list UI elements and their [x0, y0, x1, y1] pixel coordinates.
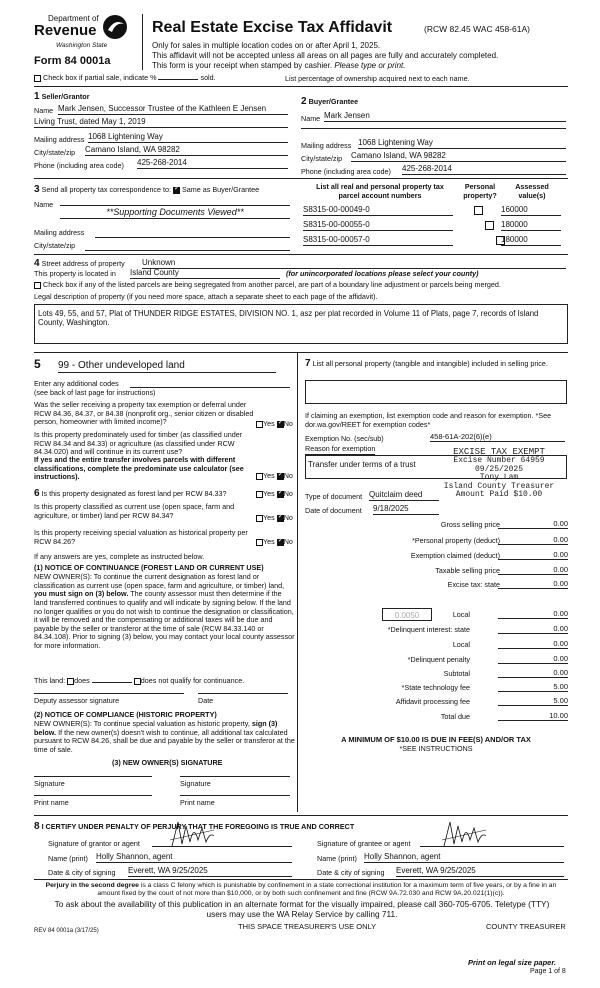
assessed-value-2[interactable]: 180000	[501, 220, 561, 231]
stamp-line-4: Tony Lam	[479, 473, 519, 483]
exemption-number-label: Exemption No. (sec/sub)	[305, 434, 384, 443]
correspondence-name-label: Name	[34, 200, 54, 209]
assessed-heading: Assessed value(s)	[515, 182, 549, 200]
street-row: 4 Street address of property	[34, 258, 125, 269]
stamp-line-1: EXCISE TAX EXEMPT	[453, 447, 545, 457]
forest-yes-checkbox[interactable]	[256, 491, 263, 498]
buyer-city-field[interactable]: Camano Island, WA 98282	[351, 151, 566, 162]
legal-description-text: Lots 49, 55, and 57, Plat of THUNDER RIDGE ESTATES, DIVISION NO. 1, asz per plat recorded in Volume 11 of Plats, page 7, records of Island County, Washington.	[38, 309, 539, 328]
subtotal-label: Subtotal	[443, 669, 470, 678]
partial-sale-label: Check box if partial sale, indicate %	[43, 73, 157, 82]
form-revision: REV 84 0001a (3/17/25)	[34, 928, 99, 934]
grantee-date-label: Date & city of signing	[317, 868, 385, 877]
seller-city-field[interactable]: Camano Island, WA 98282	[85, 145, 288, 156]
this-land-row: This land: does does not qualify for continuance.	[34, 676, 245, 685]
seller-name-line-1[interactable]: Mark Jensen, Successor Trustee of the Kathleen E Jensen	[58, 104, 288, 115]
header-line-2: This affidavit will not be accepted unless all areas on all pages are fully and accurately completed.	[152, 51, 499, 60]
delinquent-penalty-label: *Delinquent penalty	[407, 655, 470, 664]
treasurer-use-label: THIS SPACE TREASURER'S USE ONLY	[238, 922, 377, 931]
personal-property-label: 7 List all personal property (tangible and intangible) included in selling price.	[305, 358, 548, 369]
owner-print-name-label-2: Print name	[180, 798, 215, 807]
owner-print-name-label-1: Print name	[34, 798, 69, 807]
receipt-note: This form is your receipt when stamped by cashier.	[152, 61, 333, 70]
grantor-signature-image	[168, 818, 218, 852]
exemption-yes-checkbox[interactable]	[256, 421, 263, 428]
local-rate-field[interactable]: 0.0050	[382, 608, 432, 621]
buyer-mail-field[interactable]: 1068 Lightening Way	[358, 138, 566, 149]
buyer-heading: 2 Buyer/Grantee	[301, 96, 359, 107]
grantor-name-field[interactable]: Holly Shannon, agent	[96, 852, 292, 863]
header-line-1: Only for sales in multiple location codes on or after April 1, 2025.	[152, 41, 381, 50]
partial-sale-checkbox[interactable]	[34, 75, 41, 82]
grantee-date-field[interactable]: Everett, WA 9/25/2025	[396, 866, 564, 877]
forest-no-checkbox[interactable]	[277, 491, 284, 498]
owner-signature-label-2: Signature	[180, 779, 211, 788]
excise-exempt-stamp	[436, 448, 562, 499]
seller-phone-field[interactable]: 425-268-2014	[137, 158, 288, 169]
forest-yes-no: Yes ✓ No	[256, 490, 293, 499]
document-type-field[interactable]: Quitclaim deed	[369, 490, 439, 501]
delinquent-interest-state-value[interactable]: 0.00	[498, 624, 568, 634]
historic-question: Is this property receiving special valuation as historical property per RCW 84.26?	[34, 528, 248, 546]
segregated-checkbox[interactable]	[34, 282, 41, 289]
new-owner-signature-heading: (3) NEW OWNER(S) SIGNATURE	[112, 758, 223, 767]
excise-local-value[interactable]: 0.00	[498, 609, 568, 619]
personal-checkbox-2[interactable]	[485, 221, 494, 230]
street-field[interactable]: Unknown	[142, 258, 566, 269]
ownership-note: List percentage of ownership acquired next to each name.	[285, 74, 470, 83]
delinquent-interest-local-label: Local	[452, 640, 470, 649]
does-not-checkbox[interactable]	[134, 678, 141, 685]
parcel-heading: List all real and personal property tax parcel account numbers	[316, 182, 444, 200]
buyer-phone-field[interactable]: 425-268-2014	[402, 164, 566, 175]
county-treasurer-label: COUNTY TREASURER	[486, 922, 566, 931]
owner-signature-label-1: Signature	[34, 779, 65, 788]
forest-question: 6 Is this property designated as forest land per RCW 84.33?	[34, 488, 227, 499]
minimum-due-note: A MINIMUM OF $10.00 IS DUE IN FEE(S) AND/OR TAX	[341, 735, 531, 744]
correspondence-row: 3 Send all property tax correspondence to: ✓ Same as Buyer/Grantee	[34, 184, 259, 196]
parcel-number-2[interactable]: S8315-00-00055-0	[303, 220, 453, 231]
delinquent-interest-local-value[interactable]: 0.00	[498, 639, 568, 649]
section6-instructions: If any answers are yes, complete as instructed below.	[34, 552, 205, 561]
document-date-label: Date of document	[305, 506, 362, 515]
grantee-signature-label: Signature of grantee or agent	[317, 839, 411, 848]
parcel-number-3[interactable]: S8315-00-00057-0	[303, 235, 453, 246]
exemption-yes-no: Yes ✓ No	[256, 420, 293, 429]
grantee-name-field[interactable]: Holly Shannon, agent	[364, 852, 564, 863]
timber-yes-no: Yes ✓ No	[256, 472, 293, 481]
seller-mail-label: Mailing address	[34, 135, 85, 144]
seller-phone-label: Phone (including area code)	[34, 161, 124, 170]
historic-yes-no: Yes ✓ No	[256, 538, 293, 547]
gross-price-value[interactable]: 0.00	[498, 519, 568, 529]
stamp-line-2: Excise Number 64959	[453, 456, 545, 466]
partial-sale-sold: sold.	[200, 73, 216, 82]
county-select[interactable]: Island County	[130, 268, 280, 279]
buyer-city-label: City/state/zip	[301, 154, 343, 163]
additional-codes-note: (see back of last page for instructions)	[34, 388, 156, 397]
timber-yes-checkbox[interactable]	[256, 473, 263, 480]
notice-compliance-text: NEW OWNER(S): To continue special valuation as historic property, sign (3) below. If the new owner(s) doesn't wish to continue, all additional tax calculated pursuant to RCW 84.26, shall be due and payable by the seller or transferor at the time of sale.	[34, 719, 295, 754]
excise-state-value[interactable]: 0.00	[498, 579, 568, 589]
technology-fee-label: *State technology fee	[401, 683, 470, 692]
buyer-name-field[interactable]: Mark Jensen	[324, 111, 566, 122]
legal-description-field[interactable]	[34, 304, 568, 344]
grantor-date-label: Date & city of signing	[48, 868, 116, 877]
additional-codes-label: Enter any additional codes	[34, 379, 119, 388]
buyer-phone-label: Phone (including area code)	[301, 167, 391, 176]
notice-continuance-text: NEW OWNER(S): To continue the current designation as forest land or classification as current use (open space, farm and agriculture, or timber) land, you must sign on (3) below. The county assessor must then determine if the land transferred continues to qualify and will indicate by signing below. If the land no longer qualifies or you do not wish to continue the designation or classification, it will be removed and the compensating or additional taxes will be due and payable by the seller or transferor at the time of sale (RCW 84.33.140 or 84.34.108). Prior to signing (3) below, you may contact your local county assessor for more information.	[34, 572, 295, 651]
document-type-label: Type of document	[305, 492, 363, 501]
seller-city-label: City/state/zip	[34, 148, 76, 157]
timber-no-checkbox[interactable]	[277, 473, 284, 480]
seller-name-label: Name	[34, 106, 54, 115]
section5-number: 5	[34, 357, 41, 371]
total-due-label: Total due	[440, 712, 470, 721]
legal-label: Legal description of property (if you need more space, attach a separate sheet to each page of the affidavit).	[34, 292, 378, 301]
total-due-value[interactable]: 10.00	[498, 711, 568, 721]
processing-fee-label: Affidavit processing fee	[395, 697, 470, 706]
certify-row: 8 I CERTIFY UNDER PENALTY OF PERJURY THAT THE FOREGOING IS TRUE AND CORRECT	[34, 821, 355, 832]
stamp-line-5: Island County Treasurer	[443, 481, 555, 491]
buyer-mail-label: Mailing address	[301, 141, 352, 150]
personal-heading: Personal property?	[463, 182, 497, 200]
current-use-yes-checkbox[interactable]	[256, 515, 263, 522]
historic-yes-checkbox[interactable]	[256, 539, 263, 546]
stamp-line-3: 09/25/2025	[474, 464, 523, 474]
revenue-wordmark: Revenue	[34, 22, 97, 39]
located-label: This property is located in	[34, 269, 116, 278]
personal-checkbox-1[interactable]	[474, 206, 483, 215]
county-note: (for unincorporated locations please select your county)	[286, 269, 479, 278]
delinquent-interest-state-label: *Delinquent interest: state	[387, 625, 470, 634]
exemption-instructions: If claiming an exemption, list exemption code and reason for exemption. *See dor.wa.gov/REET for exemption codes*	[305, 411, 552, 429]
subtotal-value[interactable]: 0.00	[498, 668, 568, 678]
partial-sale-row	[34, 74, 216, 83]
assessed-value-1[interactable]: 160000	[501, 205, 561, 216]
perjury-notice: Perjury in the second degree is a class C felony which is punishable by confinement in a state correctional institution for a maximum term of five years, or by a fine in an amount fixed by the court of not more than $10,000, or by both such confinement and fine (RCW 9A.72.030 and RCW 9A.20.021(1)(c)).	[45, 882, 557, 898]
dor-logo	[34, 12, 134, 54]
taxable-price-label: Taxable selling price	[435, 566, 500, 575]
document-date-field[interactable]: 9/18/2025	[373, 504, 439, 515]
taxable-price-value[interactable]: 0.00	[498, 565, 568, 575]
form-number: Form 84 0001a	[34, 55, 111, 67]
header-line-3	[152, 61, 405, 71]
seller-heading: 1 Seller/Grantor	[34, 91, 90, 102]
processing-fee-value[interactable]: 5.00	[498, 696, 568, 706]
exemption-deduct-value[interactable]: 0.00	[498, 550, 568, 560]
seller-name-line-2[interactable]: Living Trust, dated May 1, 2019	[34, 117, 288, 128]
segregated-row: Check box if any of the listed parcels are being segregated from another parcel, are part of a boundary line adjustment or parcels being merged.	[34, 281, 501, 290]
form-citation: (RCW 82.45 WAC 458-61A)	[424, 24, 530, 34]
historic-no-checkbox[interactable]	[277, 539, 284, 546]
grantee-name-label: Name (print)	[317, 854, 357, 863]
revenue-swirl-icon	[100, 12, 130, 42]
gross-price-label: Gross selling price	[440, 520, 500, 529]
correspondence-city-label: City/state/zip	[34, 241, 76, 250]
excise-state-label: Excise tax: state	[447, 580, 500, 589]
grantee-signature-image	[440, 818, 490, 852]
seller-mail-field[interactable]: 1068 Lightening Way	[88, 132, 288, 143]
timber-question: Is this property predominately used for timber (as classified under RCW 84.34 and 84.33) or agriculture (as classified under RCW 84.34.020) and will continue in its current use?	[34, 430, 243, 457]
correspondence-mail-label: Mailing address	[34, 228, 85, 237]
deputy-date-label: Date	[198, 696, 214, 705]
exemption-question: Was the seller receiving a property tax exemption or deferral under RCW 84.36, 84.37, or 84.38 (nonprofit org., senior citizen or disabled person, homeowner with limited income)?	[34, 400, 254, 427]
exemption-number-field[interactable]: 458-61A-202(6)(e)	[430, 432, 565, 442]
see-instructions-note: *SEE INSTRUCTIONS	[399, 744, 473, 753]
personal-property-field[interactable]	[305, 380, 567, 404]
current-use-question: Is this property classified as current use (open space, farm and agriculture, or timber) land per RCW 84.34?	[34, 502, 235, 520]
delinquent-penalty-value[interactable]: 0.00	[498, 654, 568, 664]
technology-fee-value[interactable]: 5.00	[498, 682, 568, 692]
grantor-date-field[interactable]: Everett, WA 9/25/2025	[128, 866, 292, 877]
form-title: Real Estate Excise Tax Affidavit	[152, 19, 393, 36]
does-checkbox[interactable]	[67, 678, 74, 685]
stamp-line-6: Amount Paid $10.00	[455, 490, 543, 499]
same-as-buyer-label: Same as Buyer/Grantee	[182, 185, 260, 194]
washington-state-label: Washington State	[56, 42, 108, 49]
legal-paper-note: Print on legal size paper.	[468, 958, 556, 967]
reason-label: Reason for exemption	[305, 444, 376, 453]
same-as-buyer-checkbox[interactable]	[173, 187, 180, 194]
exemption-deduct-label: Exemption claimed (deduct)	[410, 551, 500, 560]
alternate-format-notice: To ask about the availability of this publication in an alternate format for the visually impaired, please call 360-705-6705. Teletype (TTY) users may use the WA Relay Service by calling 711.	[54, 899, 550, 919]
current-use-no-checkbox[interactable]	[277, 515, 284, 522]
deputy-signature-label: Deputy assessor signature	[34, 696, 120, 705]
land-use-select[interactable]: 99 - Other undeveloped land	[58, 360, 276, 373]
page-number: Page 1 of 8	[530, 968, 566, 975]
grantor-name-label: Name (print)	[48, 854, 88, 863]
correspondence-name-field[interactable]: **Supporting Documents Viewed**	[60, 207, 290, 219]
assessed-value-3[interactable]: 180000	[501, 235, 561, 246]
notice-compliance-heading: (2) NOTICE OF COMPLIANCE (HISTORIC PROPERTY)	[34, 710, 217, 719]
type-or-print-note: Please type or print.	[334, 61, 406, 70]
reason-text: Transfer under terms of a trust	[308, 460, 416, 469]
current-use-yes-no: Yes ✓ No	[256, 514, 293, 523]
grantor-signature-label: Signature of grantor or agent	[48, 839, 140, 848]
notice-continuance-heading: (1) NOTICE OF CONTINUANCE (FOREST LAND OR CURRENT USE)	[34, 563, 264, 572]
timber-bold-note: If yes and the entire transfer involves parcels with different classifications, complete the predominate use calculator (see instructions).	[34, 455, 244, 482]
dept-of-label: Department of	[48, 14, 99, 23]
buyer-name-label: Name	[301, 114, 321, 123]
personal-deduct-label: *Personal property (deduct)	[412, 536, 500, 545]
excise-local-label: Local	[452, 610, 470, 619]
personal-deduct-value[interactable]: 0.00	[498, 535, 568, 545]
exemption-no-checkbox[interactable]	[277, 421, 284, 428]
parcel-number-1[interactable]: S8315-00-00049-0	[303, 205, 453, 216]
